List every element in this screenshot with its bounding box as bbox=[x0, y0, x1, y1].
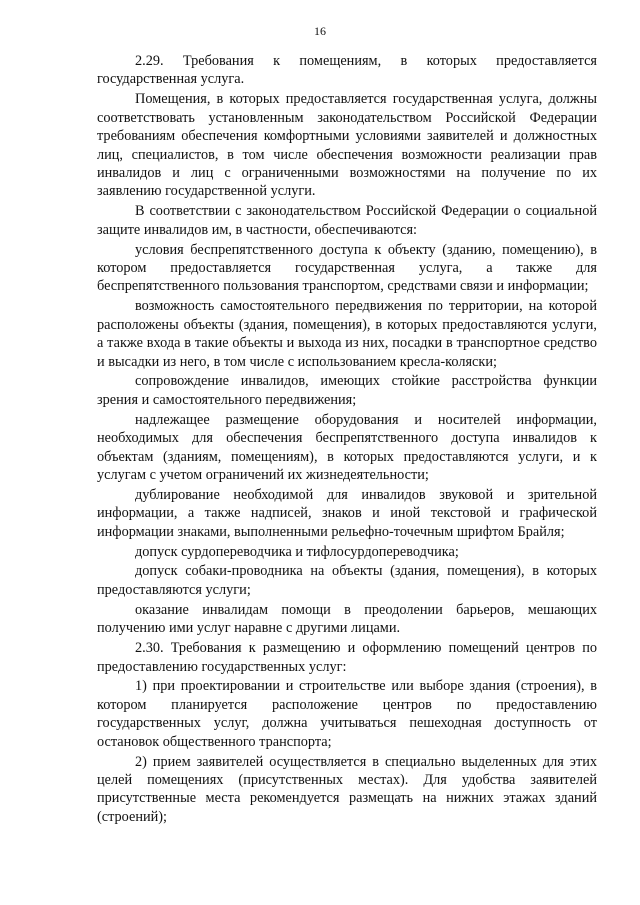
list-item-barrier-assistance: оказание инвалидам помощи в преодолении барьеров, мешающих получению ими услуг наравне с другими лицами. bbox=[97, 601, 597, 637]
numbered-item-2: 2) прием заявителей осуществляется в специально выделенных для этих целей помещениях (присутственных местах). Для удобства заявителей присутственные места рекомендуется размещать на нижних этажах зданий (строений); bbox=[97, 753, 597, 825]
list-item-equipment-placement: надлежащее размещение оборудования и носителей информации, необходимых для обеспечения беспрепятственного доступа инвалидов к объектам (зданиям, помещениям), в которых предоставляются услуги, и к услугам с учетом ограничений их жизнедеятельности; bbox=[97, 411, 597, 483]
premises-requirements-paragraph: Помещения, в которых предоставляется государственная услуга, должны соответствовать установленным законодательством Российской Федерации требованиям обеспечения комфортными условиями заявителей и должностных лиц, специалистов, в том числе обеспечения возможности реализации прав инвалидов и лиц с ограниченными возможностями на получение по их заявлению государственной услуги. bbox=[97, 91, 597, 200]
list-item-sign-interpreter: допуск сурдопереводчика и тифлосурдопереводчика; bbox=[135, 543, 459, 560]
section-2-30-heading: 2.30. Требования к размещению и оформлению помещений центров по предоставлению государственных услуг: bbox=[97, 640, 597, 675]
list-item-guide-dog: допуск собаки-проводника на объекты (здания, помещения), в которых предоставляются услуги; bbox=[97, 563, 597, 598]
numbered-item-1: 1) при проектировании и строительстве или выборе здания (строения), в котором планируется расположение центров по предоставлению государственных услуг, должна учитываться пешеходная доступность от остановок общественного транспорта; bbox=[97, 678, 597, 750]
page-number: 16 bbox=[314, 24, 326, 38]
list-item-escort: сопровождение инвалидов, имеющих стойкие расстройства функции зрения и самостоятельного передвижения; bbox=[97, 373, 597, 408]
list-item-braille-duplication: дублирование необходимой для инвалидов звуковой и зрительной информации, а также надписей, знаков и иной текстовой и графической информации знаками, выполненными рельефно-точечным шрифтом Брайля; bbox=[97, 486, 597, 540]
list-item-access-conditions: условия беспрепятственного доступа к объекту (зданию, помещению), в котором предоставляется государственная услуга, а также для беспрепятственного пользования транспортом, средствами связи и информации; bbox=[97, 241, 597, 295]
list-item-independent-movement: возможность самостоятельного передвижения по территории, на которой расположены объекты (здания, помещения), в которых предоставляются услуги, а также входа в такие объекты и выхода из них, посадки в транспортное средство и высадки из него, в том числе с использованием кресла-коляски; bbox=[97, 298, 597, 370]
section-2-29-heading: 2.29. Требования к помещениям, в которых предоставляется государственная услуга. bbox=[97, 53, 597, 88]
document-body bbox=[97, 52, 597, 826]
disabled-protection-intro: В соответствии с законодательством Российской Федерации о социальной защите инвалидов им, в частности, обеспечиваются: bbox=[97, 203, 597, 238]
